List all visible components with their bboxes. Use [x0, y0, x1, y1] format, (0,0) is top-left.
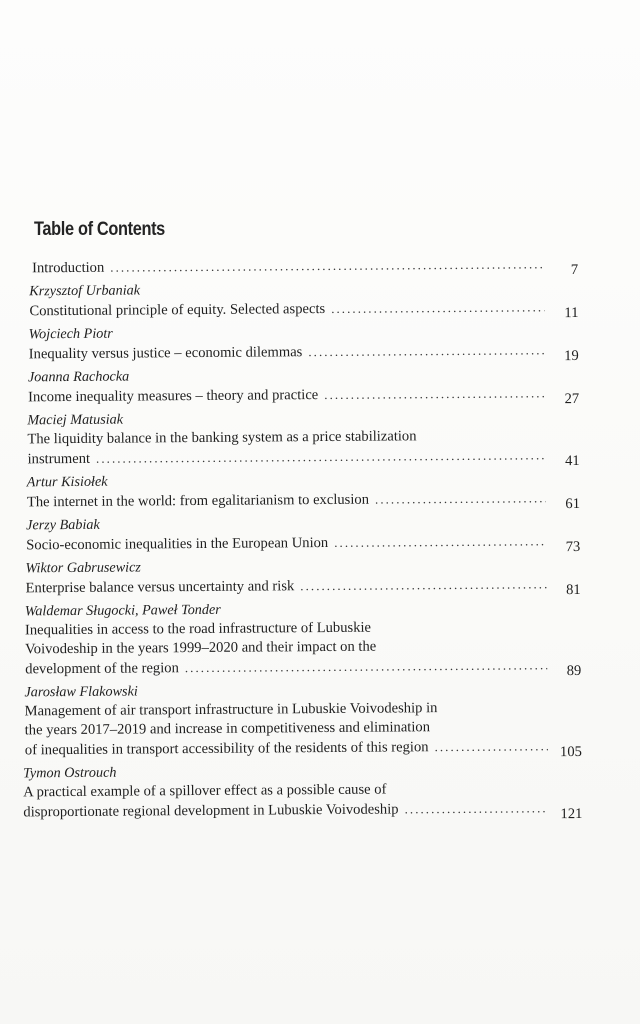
toc-entry[interactable] — [23, 760, 582, 822]
toc-entry-title: instrument — [27, 450, 91, 468]
toc-entry-author: Tymon Ostrouch — [22, 764, 117, 782]
dot-leader — [375, 488, 546, 508]
dot-leader — [110, 254, 544, 276]
dot-leader — [185, 655, 548, 677]
toc-entry[interactable] — [27, 407, 579, 469]
toc-heading: Table of Contents — [34, 219, 165, 240]
toc-page-number: 121 — [560, 805, 583, 823]
toc-page-number: 89 — [566, 662, 582, 680]
toc-entry[interactable] — [25, 598, 582, 679]
table-of-contents — [18, 254, 582, 822]
toc-entry-title: Inequality versus justice – economic dilemmas — [28, 344, 303, 363]
toc-entry-title: Enterprise balance versus uncertainty and risk — [25, 578, 295, 597]
dot-leader — [308, 340, 545, 361]
dot-leader — [334, 531, 546, 552]
toc-entry-line — [23, 798, 554, 822]
toc-entry-line — [25, 655, 553, 679]
toc-page-number: 19 — [564, 347, 579, 365]
toc-entry-line — [27, 488, 552, 512]
toc-entry[interactable] — [26, 512, 580, 555]
toc-entry-author: Artur Kisiołek — [26, 473, 108, 491]
toc-entry[interactable] — [28, 364, 579, 407]
toc-entry-author: Joanna Rachocka — [27, 368, 130, 386]
dot-leader — [300, 574, 546, 595]
toc-entry-title: Constitutional principle of equity. Selected aspects — [29, 300, 326, 320]
toc-entry-line — [29, 297, 550, 321]
toc-entry-title: The internet in the world: from egalitarianism to exclusion — [26, 491, 370, 511]
toc-entry[interactable] — [24, 679, 582, 760]
toc-entry-author: Krzysztof Urbaniak — [29, 282, 141, 300]
toc-entry-line — [26, 574, 553, 598]
toc-entry[interactable] — [29, 278, 578, 321]
dot-leader — [404, 798, 548, 818]
toc-entry-author: Jarosław Flakowski — [24, 683, 138, 701]
toc-page-number: 11 — [564, 304, 579, 322]
toc-page-number: 27 — [564, 390, 580, 408]
dot-leader — [331, 297, 544, 318]
toc-entry-author: Wiktor Gabrusewicz — [25, 559, 141, 577]
toc-entry-title-line: The liquidity balance in the banking system as a price stabilization — [27, 428, 417, 448]
toc-entry-title: development of the region — [25, 660, 179, 678]
toc-entry-title: Income inequality measures – theory and practice — [28, 387, 319, 406]
toc-entry-author: Maciej Matusiak — [27, 411, 124, 429]
toc-entry-title: of inequalities in transport accessibility of the residents of this region — [24, 739, 429, 759]
toc-entry-title: Socio-economic inequalities in the European Union — [26, 534, 329, 554]
toc-entry-author: Wojciech Piotr — [28, 325, 113, 343]
toc-entry-line — [28, 383, 551, 407]
toc-page-number: 41 — [564, 452, 580, 470]
toc-entry-author: Waldemar Sługocki, Paweł Tonder — [24, 601, 221, 620]
toc-entry[interactable] — [27, 469, 580, 512]
toc-entry-line — [32, 254, 550, 278]
toc-entry-line — [29, 340, 551, 364]
toc-entry[interactable] — [25, 555, 580, 598]
toc-page-number: 7 — [570, 261, 579, 279]
toc-entry-line — [26, 531, 552, 555]
toc-entry-title: disproportionate regional development in Lubuskie Voivodeship — [23, 801, 399, 821]
toc-entry-title: Introduction — [32, 259, 105, 277]
toc-page-number: 105 — [559, 743, 582, 761]
dot-leader — [324, 383, 545, 404]
toc-page-number: 61 — [565, 495, 581, 513]
toc-entry[interactable] — [29, 321, 579, 364]
dot-leader — [96, 445, 546, 468]
toc-entry-title-line: A practical example of a spillover effect as a possible cause of — [23, 781, 387, 801]
toc-entry-title-line: Voivodeship in the years 1999–2020 and their impact on the — [25, 638, 377, 658]
toc-entry-line — [25, 736, 554, 760]
toc-entry-title-line: Inequalities in access to the road infrastructure of Lubuskie — [24, 619, 372, 639]
toc-page-number: 73 — [565, 538, 581, 556]
toc-entry-author: Jerzy Babiak — [26, 516, 100, 534]
dot-leader — [434, 736, 547, 756]
toc-entry-line — [28, 445, 552, 469]
toc-entry-introduction[interactable] — [32, 254, 578, 278]
toc-entry-title-line: Management of air transport infrastructure in Lubuskie Voivodeship in — [24, 700, 438, 720]
toc-page-number: 81 — [565, 581, 581, 599]
toc-entry-title-line: the years 2017–2019 and increase in competitiveness and elimination — [24, 719, 431, 739]
